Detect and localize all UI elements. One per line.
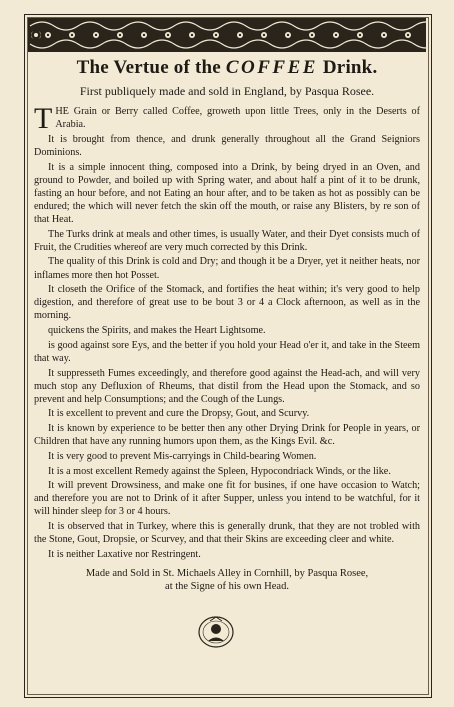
paragraph-8: is good against sore Eys, and the better if you hold your Head o'er it, and take in the Steem that way. (34, 339, 420, 364)
paragraph-6: It closeth the Orifice of the Stomack, and fortifies the heat within; it's very good to help digestion, and therefore of great use to be bout 3 or 4 a Clock afternoon, as well as in the morning. (34, 284, 420, 322)
document-content (34, 56, 420, 593)
title-part-3: Drink. (317, 57, 378, 78)
footer-line-2: at the Signe of his own Head. (165, 581, 289, 592)
paragraph-12: It is very good to prevent Mis-carryings in Child-bearing Women. (48, 450, 317, 462)
paragraph-3: It is a simple innocent thing, composed into a Drink, by being dryed in an Oven, and ground to Powder, and boiled up with Spring water, and about half a pint of it to be drunk, fasting an hour before, and not Eating an hour after, and to be taken as hot as possibly can be endured; the which will never fetch the skin off the mouth, or raise any Blisters, by re son of that Heat. (34, 161, 420, 225)
paragraph-14: It will prevent Drowsiness, and make one fit for busines, if one have occasion to Watch; and therefore you are not to Drink of it after Supper, unless you intend to be watchful, for it will hinder sleep for 3 or 4 hours. (34, 480, 420, 518)
paragraph-10: It is excellent to prevent and cure the Dropsy, Gout, and Scurvy. (48, 408, 310, 420)
paragraph-15: It is observed that in Turkey, where this is generally drunk, that they are not trobled with the Stone, Gout, Dropsie, or Scurvey, and that their Skins are exceeding cleer and white. (34, 521, 420, 546)
document-footer (34, 567, 420, 593)
paragraph-2: It is brought from thence, and drunk generally throughout all the Grand Seigniors Dominions. (34, 133, 420, 158)
document-title (34, 56, 420, 80)
paragraph-1-text: HE Grain or Berry called Coffee, groweth upon little Trees, only in the Deserts of Arabia. (55, 106, 420, 131)
paragraph-9: It suppresseth Fumes exceedingly, and therefore good against the Head-ach, and will very much stop any Defluxion of Rheums, that distil from the Head upon the Stomack, and so prevent and help Consumptions; and the Cough of the Lungs. (34, 367, 420, 405)
paragraph-5: The quality of this Drink is cold and Dry; and though it be a Dryer, yet it neither heats, nor inflames more then hot Posset. (34, 256, 420, 281)
title-part-1: The Vertue of the (76, 57, 226, 78)
drop-cap-t: T (34, 102, 53, 135)
paragraph-7: quickens the Spirits, and makes the Heart Lightsome. (48, 325, 266, 337)
title-coffee-word: COFFEE (225, 57, 318, 78)
paragraph-13: It is a most excellent Remedy against the Spleen, Hypocondriack Winds, or the like. (48, 465, 391, 477)
ornamental-border-icon (28, 18, 426, 52)
paragraph-1 (34, 102, 420, 135)
document-body (34, 102, 420, 561)
paragraph-4: The Turks drink at meals and other times, is usually Water, and their Dyet consists much of Fruit, the Crudities whereof are very much corrected by this Drink. (34, 228, 420, 253)
paragraph-16: It is neither Laxative nor Restringent. (48, 548, 201, 560)
paragraph-11: It is known by experience to be better then any other Drying Drink for People in years, or Children that have any running humors upon them, as the Kings Evil. &c. (34, 423, 420, 448)
footer-line-1: Made and Sold in St. Michaels Alley in Cornhill, by Pasqua Rosee, (85, 568, 369, 579)
document-subtitle: First publiquely made and sold in England, by Pasqua Rosee. (79, 84, 375, 98)
head-signboard-icon (196, 614, 236, 650)
